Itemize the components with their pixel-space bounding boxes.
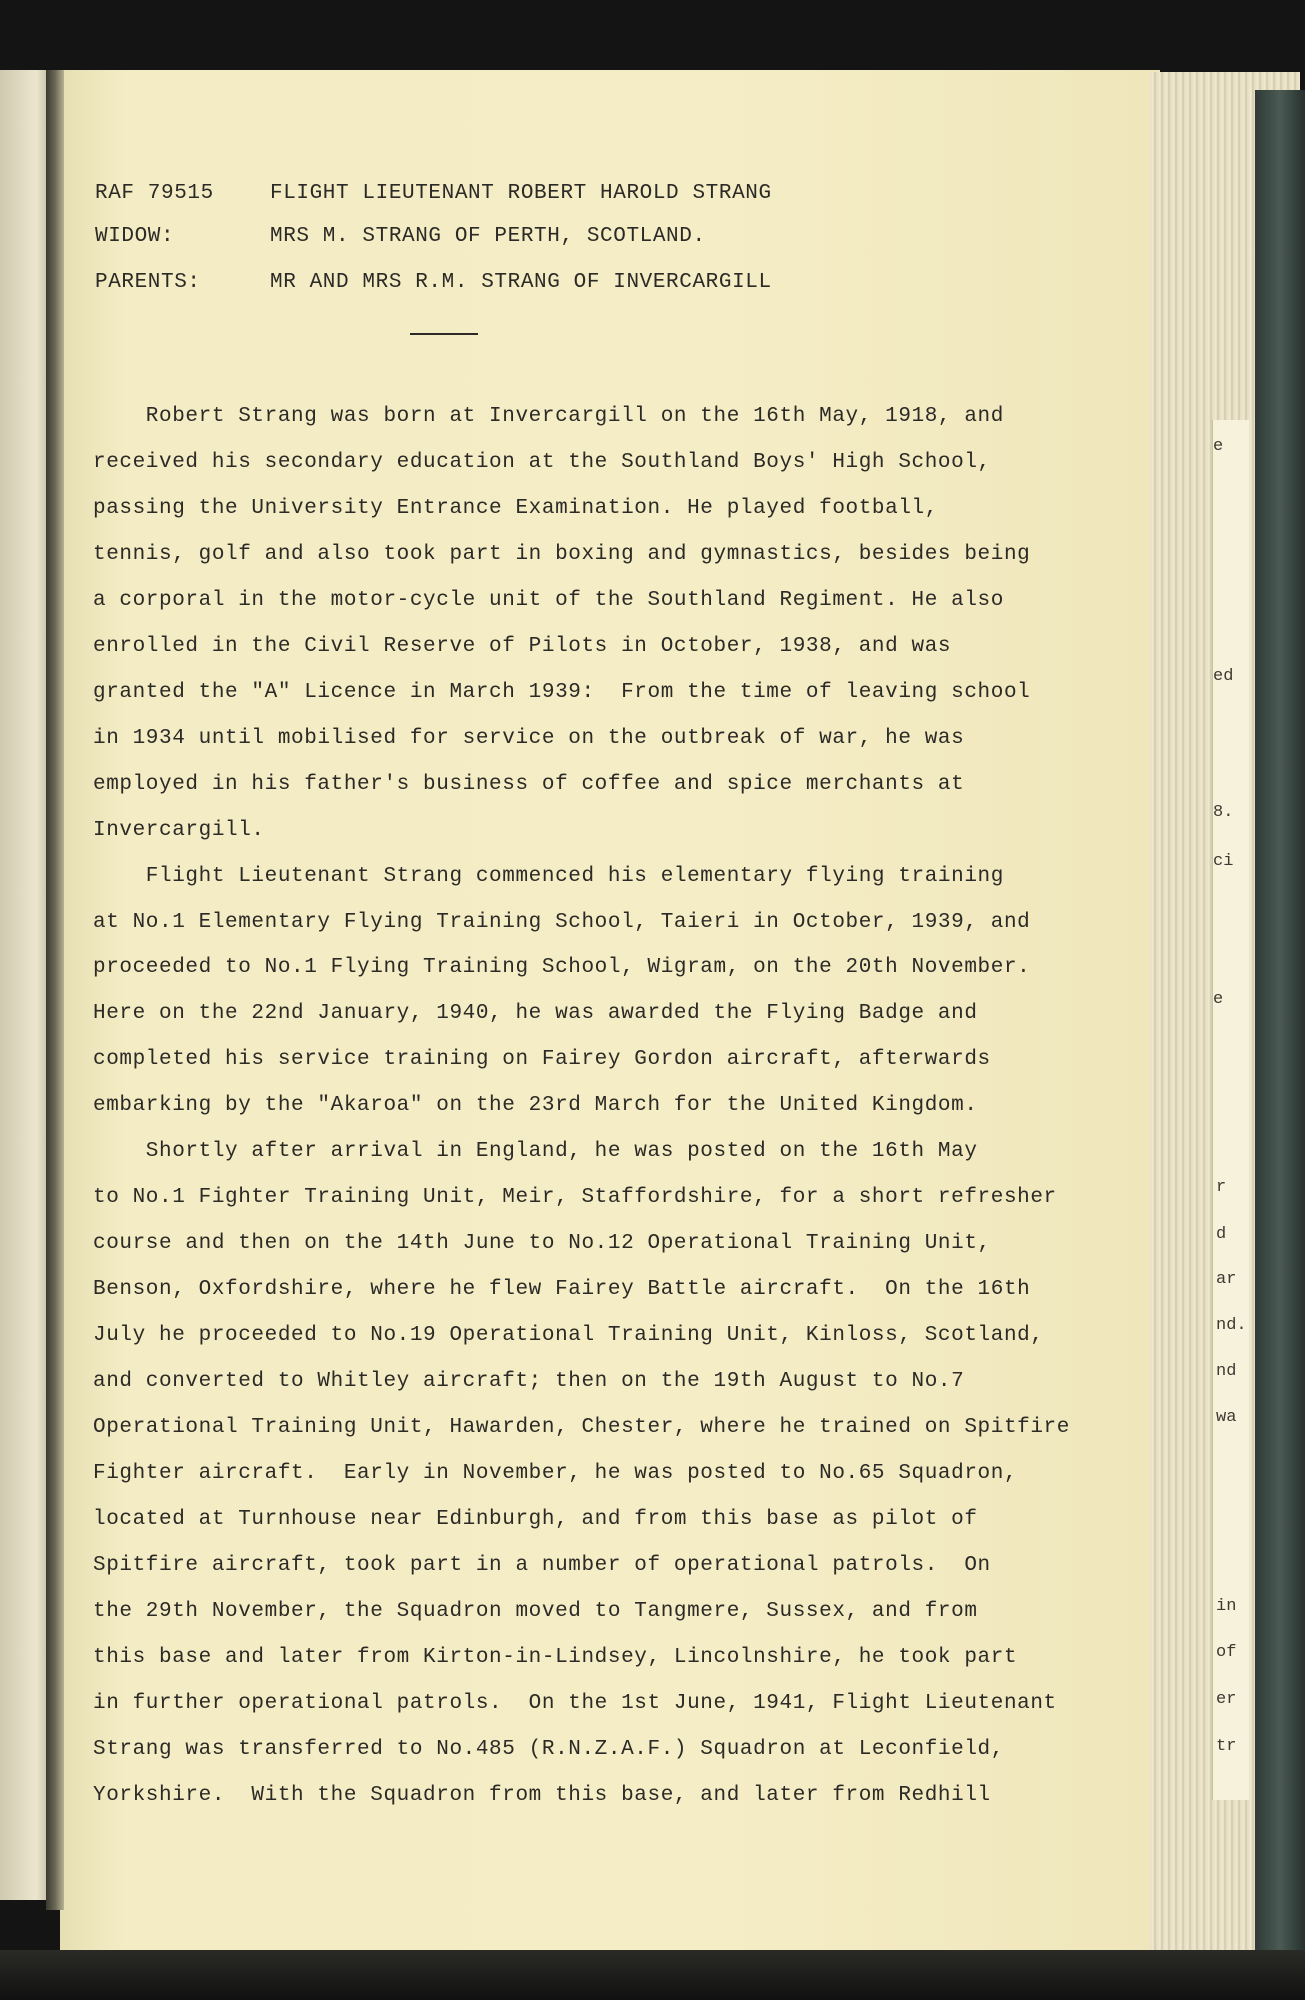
book-cover-edge	[1255, 90, 1305, 1950]
edge-fragment: nd	[1216, 1362, 1237, 1381]
parents-value: MR AND MRS R.M. STRANG OF INVERCARGILL	[270, 271, 772, 294]
text-line: course and then on the 14th June to No.12 Operational Training Unit,	[93, 1232, 991, 1256]
text-line: Here on the 22nd January, 1940, he was awarded the Flying Badge and	[93, 1002, 978, 1026]
text-line: in 1934 until mobilised for service on the outbreak of war, he was	[93, 726, 965, 750]
edge-fragment: e	[1213, 437, 1224, 456]
text-line: this base and later from Kirton-in-Lindsey, Lincolnshire, he took part	[93, 1645, 1018, 1669]
text-line: Operational Training Unit, Hawarden, Chester, where he trained on Spitfire	[93, 1415, 1070, 1439]
text-line: in further operational patrols. On the 1st June, 1941, Flight Lieutenant	[93, 1691, 1057, 1715]
edge-fragment: 8.	[1213, 803, 1234, 822]
text-line: tennis, golf and also took part in boxing and gymnastics, besides being	[93, 542, 1031, 566]
text-line: the 29th November, the Squadron moved to Tangmere, Sussex, and from	[93, 1599, 978, 1623]
background-cloth	[0, 1950, 1305, 2000]
text-line: passing the University Entrance Examination. He played football,	[93, 496, 938, 520]
edge-fragment: d	[1216, 1225, 1227, 1244]
edge-fragment: r	[1216, 1178, 1227, 1197]
header-divider	[410, 333, 478, 335]
text-line: employed in his father's business of coffee and spice merchants at	[93, 772, 965, 796]
left-page-edge	[0, 70, 52, 1900]
officer-name: FLIGHT LIEUTENANT ROBERT HAROLD STRANG	[270, 182, 772, 205]
edge-fragment: nd.	[1216, 1316, 1247, 1335]
text-line: Robert Strang was born at Invercargill on the 16th May, 1918, and	[93, 405, 1004, 428]
text-line: and converted to Whitley aircraft; then on the 19th August to No.7	[93, 1370, 965, 1393]
text-line: at No.1 Elementary Flying Training School, Taieri in October, 1939, and	[93, 910, 1031, 934]
edge-fragment: ed	[1213, 667, 1234, 686]
service-number: RAF 79515	[95, 182, 214, 205]
edge-fragment: of	[1216, 1643, 1237, 1662]
text-line: July he proceeded to No.19 Operational Training Unit, Kinloss, Scotland,	[93, 1324, 1044, 1347]
edge-fragment: tr	[1216, 1737, 1237, 1756]
edge-fragment: ar	[1216, 1270, 1237, 1289]
book-gutter	[46, 70, 64, 1910]
text-line: Flight Lieutenant Strang commenced his elementary flying training	[93, 864, 1004, 888]
text-line: proceeded to No.1 Flying Training School, Wigram, on the 20th November.	[93, 956, 1031, 980]
text-line: received his secondary education at the Southland Boys' High School,	[93, 450, 991, 474]
edge-fragment: ci	[1213, 852, 1234, 871]
text-line: enrolled in the Civil Reserve of Pilots in October, 1938, and was	[93, 634, 952, 658]
text-line: Fighter aircraft. Early in November, he was posted to No.65 Squadron,	[93, 1461, 1018, 1485]
widow-label: WIDOW:	[95, 225, 175, 248]
text-line: Invercargill.	[93, 818, 265, 842]
edge-fragment: er	[1216, 1690, 1237, 1709]
text-line: a corporal in the motor-cycle unit of the Southland Regiment. He also	[93, 588, 1004, 612]
text-line: embarking by the "Akaroa" on the 23rd March for the United Kingdom.	[93, 1094, 978, 1118]
inserted-paper-strip	[1212, 420, 1249, 1800]
text-line: granted the "A" Licence in March 1939: From the time of leaving school	[93, 680, 1031, 704]
edge-fragment: e	[1213, 990, 1224, 1009]
text-line: Spitfire aircraft, took part in a number of operational patrols. On	[93, 1553, 991, 1577]
text-line: Shortly after arrival in England, he was posted on the 16th May	[93, 1140, 978, 1164]
text-line: completed his service training on Fairey Gordon aircraft, afterwards	[93, 1048, 991, 1072]
widow-value: MRS M. STRANG OF PERTH, SCOTLAND.	[270, 225, 706, 248]
text-line: Yorkshire. With the Squadron from this base, and later from Redhill	[93, 1783, 991, 1807]
edge-fragment: wa	[1216, 1408, 1237, 1427]
text-line: to No.1 Fighter Training Unit, Meir, Staffordshire, for a short refresher	[93, 1186, 1057, 1210]
edge-fragment: in	[1216, 1597, 1237, 1616]
parents-label: PARENTS:	[95, 271, 201, 294]
text-line: Strang was transferred to No.485 (R.N.Z.A.F.) Squadron at Leconfield,	[93, 1737, 1004, 1761]
text-line: located at Turnhouse near Edinburgh, and from this base as pilot of	[93, 1507, 978, 1531]
text-line: Benson, Oxfordshire, where he flew Fairey Battle aircraft. On the 16th	[93, 1278, 1031, 1302]
